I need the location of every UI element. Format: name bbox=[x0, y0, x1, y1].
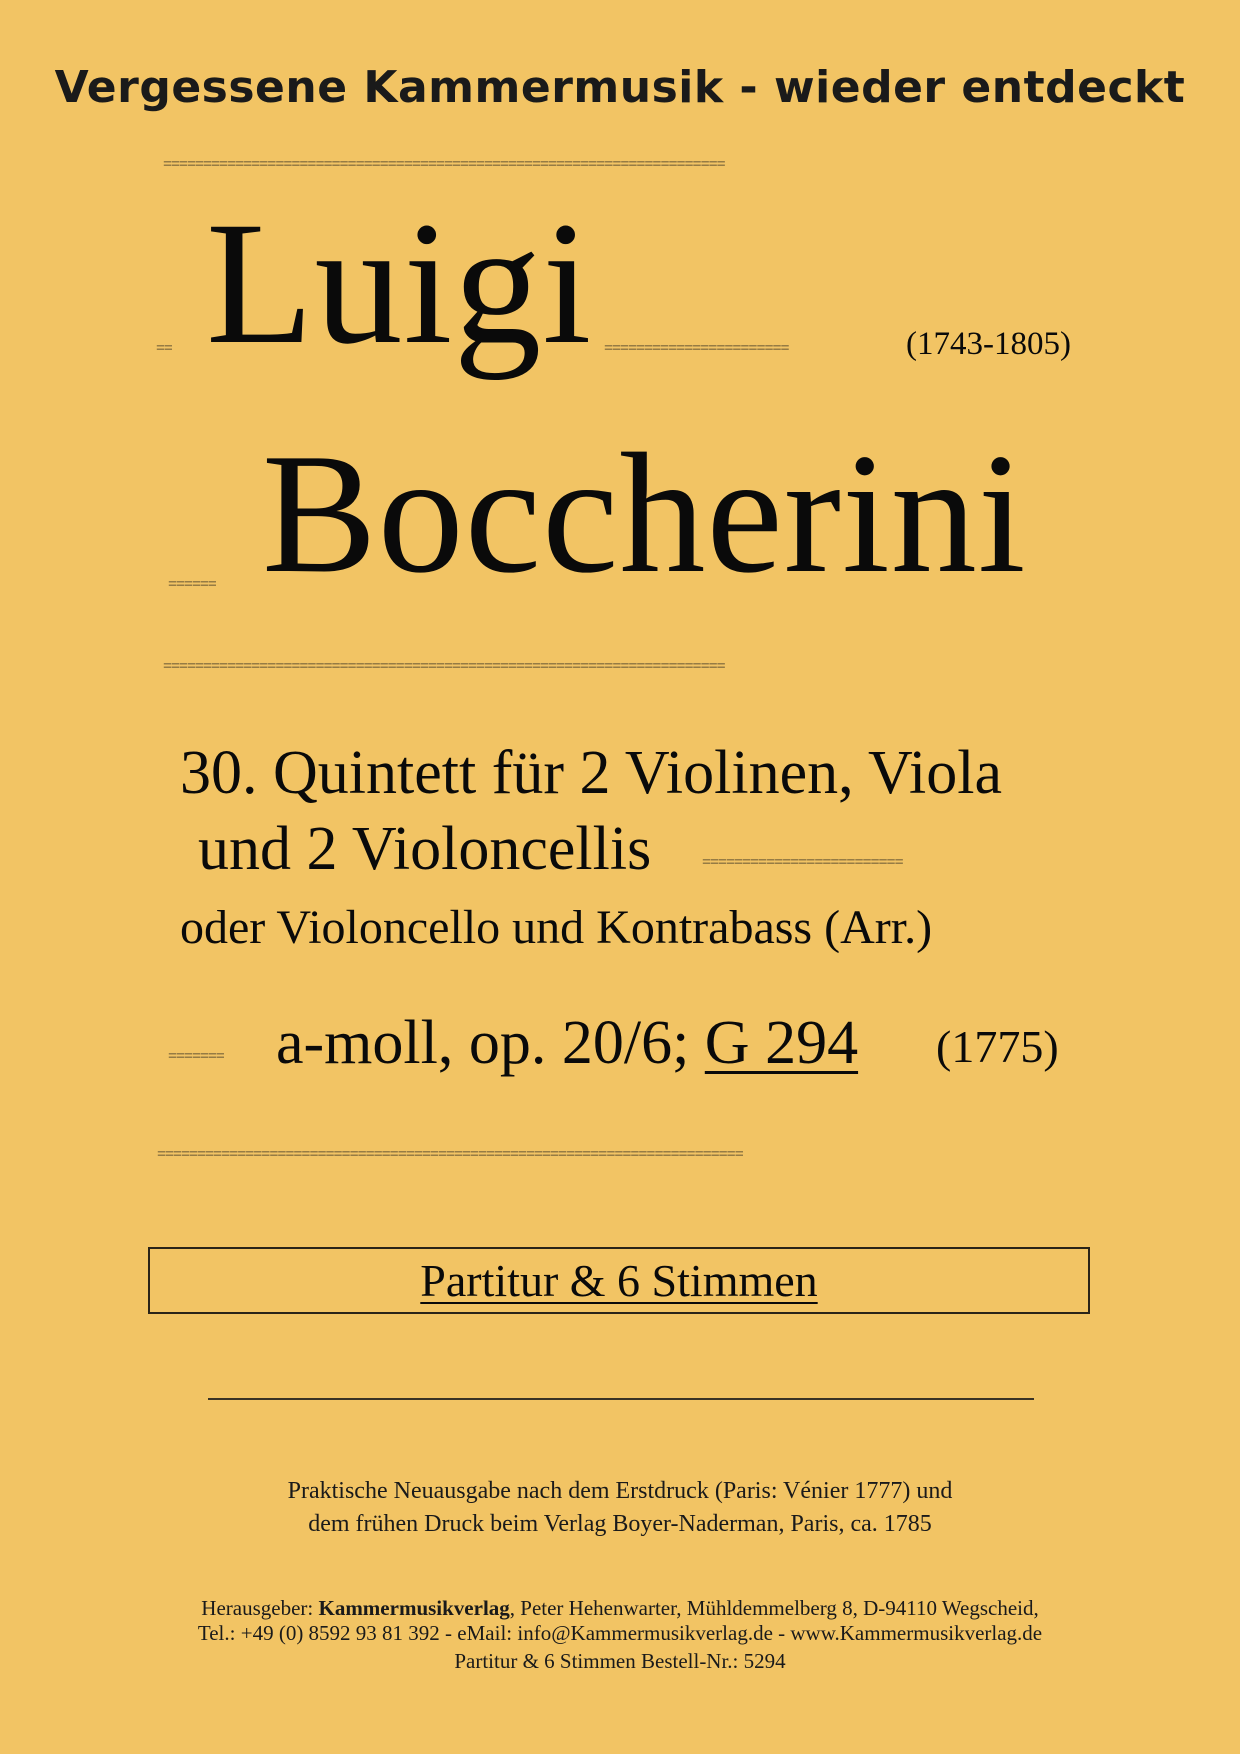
publisher-line bbox=[0, 1596, 1240, 1621]
separator-short: == bbox=[156, 340, 173, 357]
catalog-number: G 294 bbox=[704, 1009, 859, 1077]
composer-first-name: Luigi bbox=[206, 186, 593, 381]
horizontal-rule bbox=[208, 1398, 1034, 1400]
separator-short: ======= bbox=[168, 1048, 225, 1065]
publisher-label: Herausgeber: bbox=[201, 1596, 314, 1620]
publisher-contact: Tel.: +49 (0) 8592 93 81 392 - eMail: info@Kammermusikverlag.de - www.Kammermusikverlag.de bbox=[197, 1621, 1043, 1645]
separator-top: ====================================================================== bbox=[163, 156, 725, 173]
work-title-line3: oder Violoncello und Kontrabass (Arr.) bbox=[180, 901, 933, 954]
separator-mid: ====================================================================== bbox=[163, 658, 725, 675]
work-key-opus bbox=[276, 1009, 859, 1077]
key-opus-text: a-moll, op. 20/6; bbox=[276, 1009, 690, 1077]
series-title: Vergessene Kammermusik - wieder entdeckt bbox=[54, 62, 1186, 113]
publisher-address: , Peter Hehenwarter, Mühldemmelberg 8, D-94110 Wegscheid, bbox=[509, 1596, 1039, 1620]
separator-bottom: ========================================================================= bbox=[157, 1146, 743, 1163]
work-title-line1: 30. Quintett für 2 Violinen, Viola bbox=[180, 739, 1003, 807]
work-title-line2: und 2 Violoncellis bbox=[198, 815, 652, 883]
source-note-line1: Praktische Neuausgabe nach dem Erstdruck (Paris: Vénier 1777) und bbox=[287, 1478, 953, 1504]
source-note-line2: dem frühen Druck beim Verlag Boyer-Naderman, Paris, ca. 1785 bbox=[308, 1511, 932, 1537]
separator-title: ========================= bbox=[702, 854, 903, 871]
composer-dates: (1743-1805) bbox=[906, 326, 1071, 362]
publisher-name: Kammermusikverlag bbox=[318, 1596, 510, 1620]
work-year: (1775) bbox=[936, 1021, 1059, 1072]
separator-short: ====== bbox=[168, 576, 217, 593]
order-number: Partitur & 6 Stimmen Bestell-Nr.: 5294 bbox=[454, 1649, 786, 1673]
separator-name: ======================= bbox=[604, 340, 789, 357]
composer-last-name: Boccherini bbox=[262, 419, 1027, 609]
edition-type-box bbox=[148, 1247, 1090, 1314]
edition-type: Partitur & 6 Stimmen bbox=[420, 1255, 818, 1306]
